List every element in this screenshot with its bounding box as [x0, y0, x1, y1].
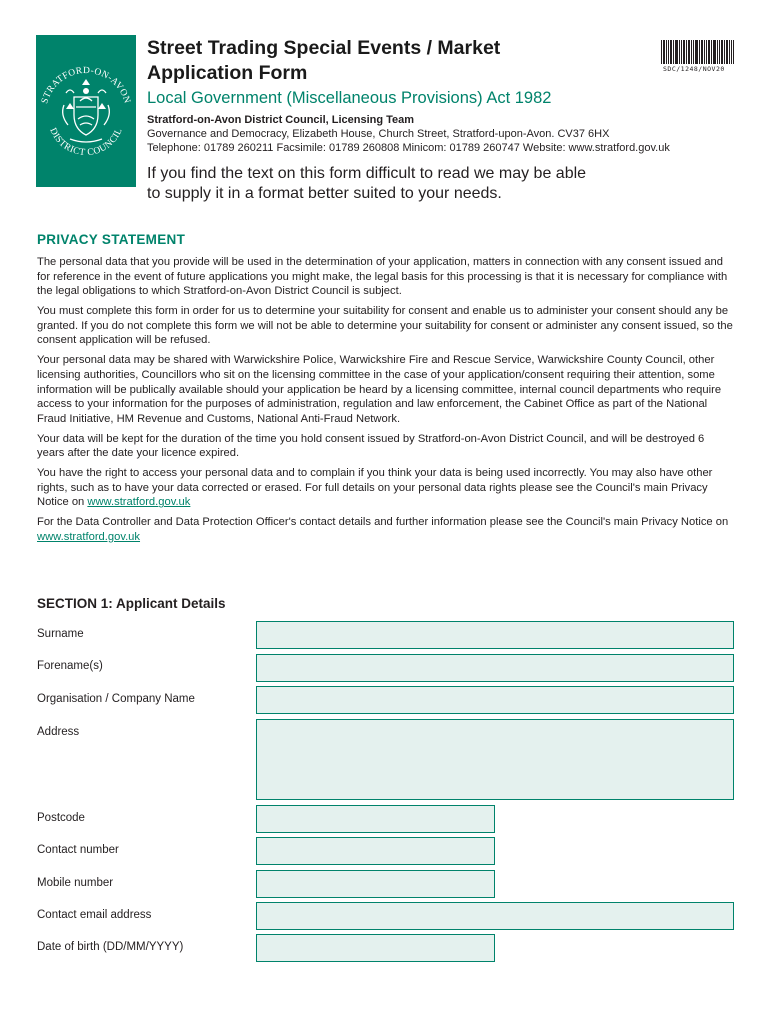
privacy-paragraph: Your personal data may be shared with Warwickshire Police, Warwickshire Fire and Rescue Service, Warwickshire County Council, other licensing authorities, Councillors who sit on the licensing committee in the case of your application/consent requiring their attention, some information will be publically available should your application be heard by a licensing committee, internal council departments who require access to your information for the purposes of administration, regulation and law enforcement, the Cabinet Office as part of the National Fraud Initiative, HM Revenue and Customs, National Anti-Fraud Network.	[37, 354, 722, 425]
form-code: SDC/1248/NOV20	[663, 65, 725, 73]
logo-bottom-text: DISTRICT COUNCIL	[47, 126, 125, 159]
postcode-label: Postcode	[37, 812, 85, 824]
privacy-text: For the Data Controller and Data Protection Officer's contact details and further information please see the Council's main Privacy Notice on	[37, 516, 729, 529]
council-team: Stratford-on-Avon District Council, Licensing Team	[147, 114, 415, 126]
accessibility-line-2: to supply it in a format better suited to your needs.	[147, 185, 502, 202]
form-title-line-1: Street Trading Special Events / Market	[147, 37, 501, 59]
dob-label: Date of birth (DD/MM/YYYY)	[37, 941, 184, 953]
legislation-subtitle: Local Government (Miscellaneous Provisions) Act 1982	[147, 89, 552, 107]
address-label: Address	[37, 726, 80, 738]
council-address: Governance and Democracy, Elizabeth House, Church Street, Stratford-upon-Avon. CV37 6HX	[147, 128, 610, 140]
privacy-paragraph: The personal data that you provide will be used in the determination of your application, matters in connection with any consent issued and for reference in the event of future applications you might make, the legal basis for this processing is that it is necessary for compliance with the legal obligations to which Stratford-on-Avon District Council is subject.	[37, 256, 728, 298]
privacy-paragraph: Your data will be kept for the duration of the time you hold consent issued by Stratford-on-Avon District Council, and will be destroyed 6 years after the date your licence expired.	[37, 432, 705, 460]
form-title	[147, 36, 607, 86]
privacy-paragraph: You must complete this form in order for us to determine your suitability for consent and enable us to administer your consent should any be granted. If you do not complete this form we will not be able to determine your suitability for consent or administer any consent issued, so the consent application will be refused.	[37, 305, 733, 347]
section-1-heading: SECTION 1: Applicant Details	[37, 596, 226, 611]
council-crest-icon	[36, 35, 136, 187]
mobile-number-label: Mobile number	[37, 877, 114, 889]
contact-number-input[interactable]	[256, 837, 495, 865]
privacy-notice-link[interactable]: www.stratford.gov.uk	[37, 531, 141, 544]
privacy-heading: PRIVACY STATEMENT	[37, 232, 186, 247]
forenames-label: Forename(s)	[37, 660, 103, 672]
dob-input[interactable]	[256, 934, 495, 962]
privacy-statement	[37, 255, 734, 550]
contact-number-label: Contact number	[37, 844, 119, 856]
organisation-label: Organisation / Company Name	[37, 693, 195, 705]
privacy-notice-link[interactable]: www.stratford.gov.uk	[87, 496, 191, 509]
surname-label: Surname	[37, 628, 84, 640]
form-title-line-2: Application Form	[147, 62, 308, 84]
accessibility-notice	[147, 164, 667, 204]
surname-input[interactable]	[256, 621, 734, 649]
council-contact: Telephone: 01789 260211 Facsimile: 01789 260808 Minicom: 01789 260747 Website: www.stratford.gov.uk	[147, 142, 670, 154]
privacy-paragraph	[37, 466, 734, 510]
forenames-input[interactable]	[256, 654, 734, 682]
logo-top-text: STRATFORD-ON-AVON	[40, 65, 132, 106]
email-label: Contact email address	[37, 909, 152, 921]
council-logo	[36, 35, 136, 187]
address-input[interactable]	[256, 719, 734, 800]
organisation-input[interactable]	[256, 686, 734, 714]
email-input[interactable]	[256, 902, 734, 930]
privacy-paragraph	[37, 515, 734, 544]
privacy-text: You have the right to access your personal data and to complain if you think your data is being used incorrectly. You may also have other rights, such as to have your data corrected or erased. For full details on your personal data rights please see the Council's main Privacy Notice on	[37, 467, 713, 509]
accessibility-line-1: If you find the text on this form difficult to read we may be able	[147, 165, 587, 182]
svg-text:STRATFORD-ON-AVON	[40, 66, 132, 105]
mobile-number-input[interactable]	[256, 870, 495, 898]
barcode-icon	[661, 40, 734, 64]
postcode-input[interactable]	[256, 805, 495, 833]
